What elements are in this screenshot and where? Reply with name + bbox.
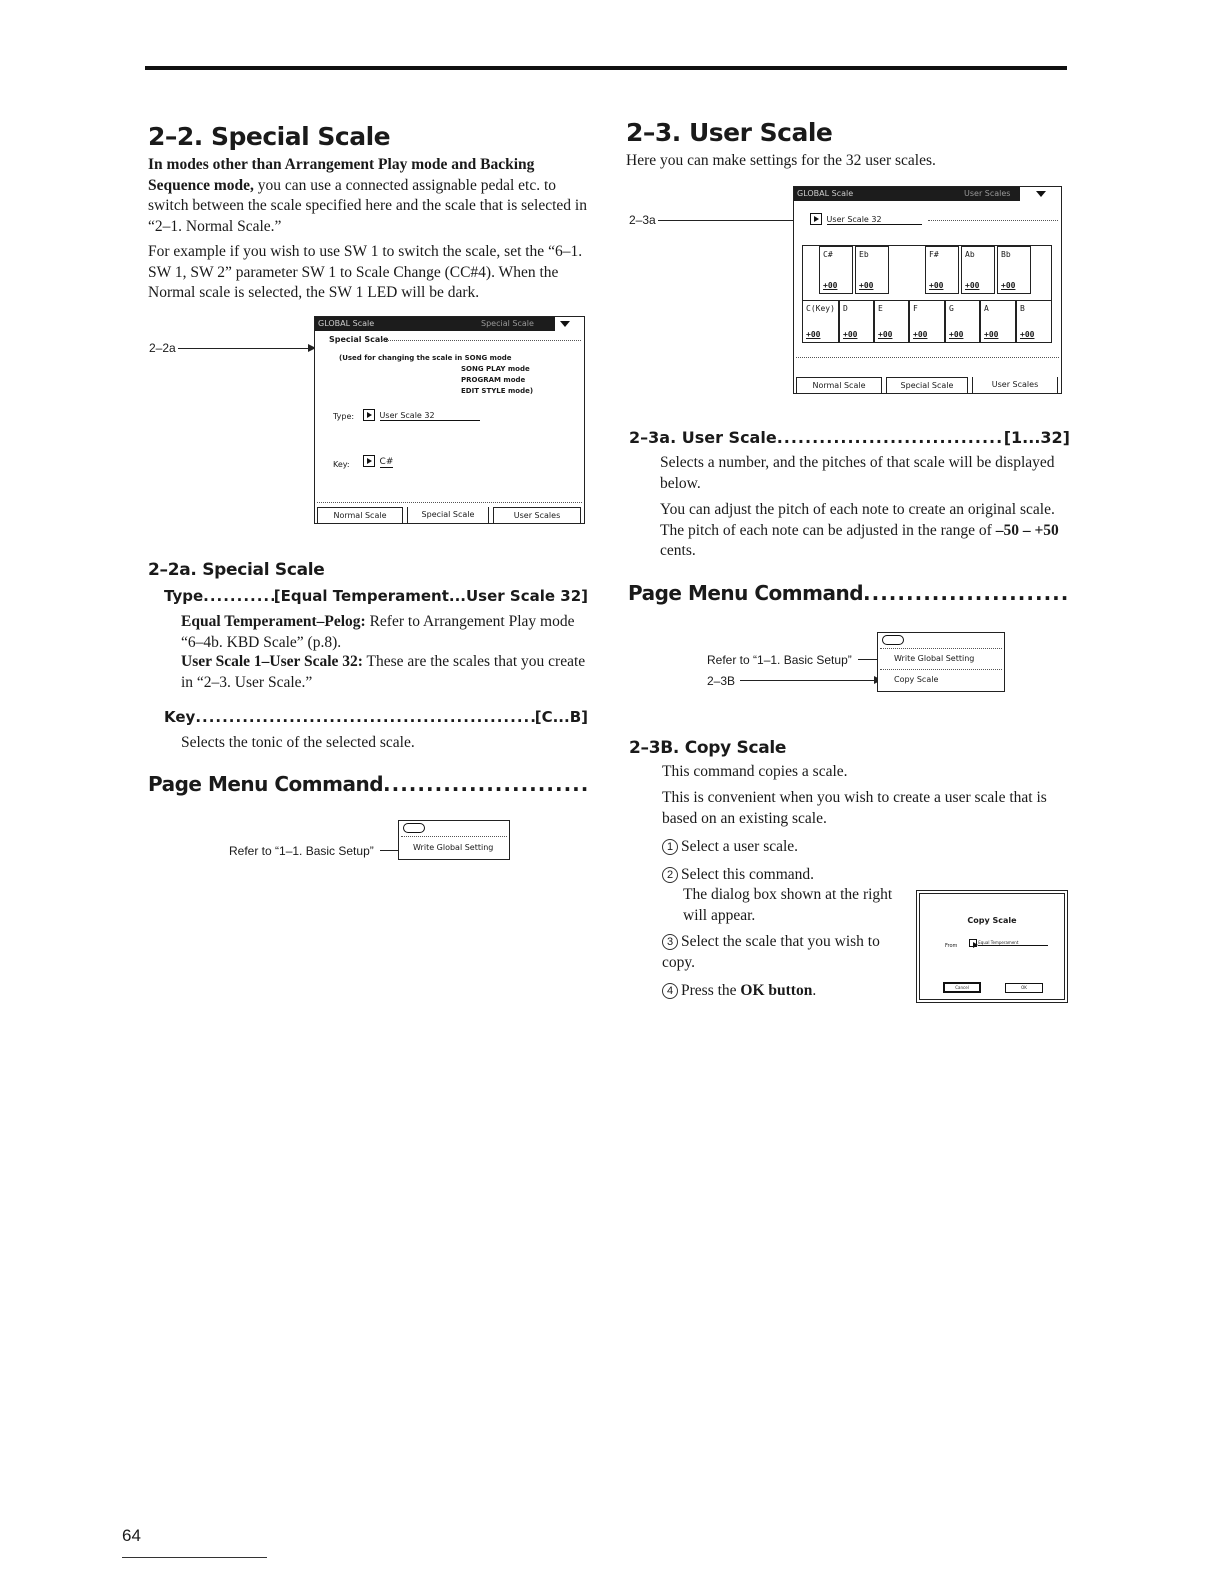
copy-desc-1: This command copies a scale. xyxy=(662,763,848,780)
section-heading-special-scale: 2–2. Special Scale xyxy=(148,122,391,151)
menu-ref-left: Refer to “1–1. Basic Setup” xyxy=(229,844,374,858)
keyboard-editor xyxy=(802,245,1052,343)
popup-arrow-icon xyxy=(363,455,375,467)
desc-2-post: cents. xyxy=(660,542,696,559)
key-value: +00 xyxy=(949,330,964,339)
intro-paragraph-1 xyxy=(148,155,588,237)
popup-arrow-icon xyxy=(363,409,375,421)
page-menu-heading-right xyxy=(628,581,1068,605)
key-value: +00 xyxy=(965,281,980,290)
tab-special-scale[interactable]: Special Scale xyxy=(407,507,489,523)
dialog-ok-button[interactable]: OK xyxy=(1005,983,1043,993)
key-e[interactable] xyxy=(874,300,909,343)
step-4-pre: Press the xyxy=(681,982,741,999)
menu-ref-line xyxy=(858,659,878,660)
lcd-page-name: Special Scale xyxy=(481,319,534,328)
page-number: 64 xyxy=(122,1526,141,1545)
user-scales-lcd xyxy=(793,186,1062,394)
lcd-tab-divider xyxy=(317,502,582,503)
key-a-flat[interactable] xyxy=(961,246,995,294)
step-4-post: . xyxy=(812,982,817,999)
key-label: Key: xyxy=(333,460,350,469)
lcd-note-2: SONG PLAY mode xyxy=(461,365,530,373)
key-b-flat[interactable] xyxy=(997,246,1031,294)
key-name: B xyxy=(1020,304,1025,313)
page-menu-icon[interactable] xyxy=(1036,191,1046,197)
key-name: C# xyxy=(823,250,833,259)
page-menu-box-left xyxy=(398,820,510,860)
step-2-text: Select this command. xyxy=(681,866,815,883)
popup-arrow-icon xyxy=(810,213,822,225)
menu-icon xyxy=(403,823,425,833)
dialog-from-popup[interactable] xyxy=(969,939,1048,947)
menu-ref-2-3b: 2–3B xyxy=(707,674,736,688)
key-f-sharp[interactable] xyxy=(925,246,959,294)
page-menu-icon[interactable] xyxy=(560,321,570,327)
special-scale-lcd xyxy=(314,316,585,524)
dialog-from-label: From xyxy=(945,943,958,949)
page-menu-title: Page Menu Command xyxy=(148,772,384,796)
lcd-title-bar xyxy=(315,317,555,331)
leader-dots xyxy=(383,772,588,796)
callout-2-3a: 2–3a xyxy=(629,213,656,227)
tab-normal-scale[interactable]: Normal Scale xyxy=(317,507,403,523)
key-f[interactable] xyxy=(909,300,945,343)
key-name: A xyxy=(984,304,989,313)
type-desc-2 xyxy=(181,652,591,693)
page-menu-heading-left xyxy=(148,772,588,796)
key-value: +00 xyxy=(1020,330,1035,339)
page-menu-box-right xyxy=(877,632,1005,692)
tab-special-scale[interactable]: Special Scale xyxy=(886,377,968,393)
type-value: User Scale 32 xyxy=(380,411,480,421)
key-name: D xyxy=(843,304,848,313)
menu-rule xyxy=(880,648,1002,649)
type-desc-1-bold: Equal Temperament–Pelog: xyxy=(181,613,366,630)
step-1-text: Select a user scale. xyxy=(681,838,799,855)
tab-user-scales[interactable]: User Scales xyxy=(972,377,1058,393)
key-value: +00 xyxy=(843,330,858,339)
copy-desc-2: This is convenient when you wish to create a user scale that is based on an existing scale. xyxy=(662,789,1047,827)
key-value: +00 xyxy=(929,281,944,290)
user-scale-param-range: [1...32] xyxy=(1003,428,1070,447)
dialog-from-value: Equal Temperament xyxy=(978,940,1048,946)
step-3-text: Select the scale that you wish to copy. xyxy=(662,933,880,971)
user-scale-param-name: 2–3a. User Scale xyxy=(629,428,777,447)
step-2-detail: The dialog box shown at the right will appear. xyxy=(683,886,893,924)
desc-2-pre: You can adjust the pitch of each note to create an original scale. The pitch of each note can be adjusted in the range of xyxy=(660,501,1055,539)
copy-scale-dialog xyxy=(916,890,1068,1003)
key-desc: Selects the tonic of the selected scale. xyxy=(181,734,415,751)
leader-dots xyxy=(203,587,274,605)
menu-ref-line xyxy=(380,850,400,851)
tab-user-scales[interactable]: User Scales xyxy=(493,507,581,523)
lcd-dotted-rule xyxy=(381,340,581,341)
dialog-title: Copy Scale xyxy=(967,916,1017,925)
key-param-range: [C...B] xyxy=(534,708,588,726)
menu-ref-2-3b-line xyxy=(740,680,876,681)
dialog-cancel-button[interactable]: Cancel xyxy=(943,982,981,993)
key-param-name: Key xyxy=(164,708,196,726)
section-heading-user-scale: 2–3. User Scale xyxy=(626,118,833,147)
key-value: +00 xyxy=(806,330,821,339)
intro-rest: you can use a connected assignable pedal etc. to switch between the scale specified here and the scale that is selected in “2–1. Normal Scale.” xyxy=(148,176,587,235)
lcd-page-name: User Scales xyxy=(964,189,1011,198)
step-2 xyxy=(662,865,814,886)
key-name: Ab xyxy=(965,250,975,259)
type-desc-2-text: These are the scales that you create in “2–3. User Scale.” xyxy=(181,653,586,691)
lcd-note-4: EDIT STYLE mode) xyxy=(461,387,534,395)
key-e-flat[interactable] xyxy=(855,246,889,294)
key-d[interactable] xyxy=(839,300,874,343)
leader-dots xyxy=(863,581,1068,605)
subheading-2-3b: 2–3B. Copy Scale xyxy=(629,738,787,758)
menu-ref-right: Refer to “1–1. Basic Setup” xyxy=(707,653,852,667)
user-scale-param-row xyxy=(629,428,1070,447)
type-param-row xyxy=(164,587,588,605)
callout-line-right xyxy=(658,220,798,221)
user-scale-desc-2 xyxy=(660,500,1064,562)
top-rule xyxy=(145,66,1067,70)
menu-item-write-global-setting[interactable]: Write Global Setting xyxy=(894,654,975,663)
menu-item-write-global-setting[interactable]: Write Global Setting xyxy=(413,843,494,852)
lcd-title-bar xyxy=(794,187,1020,201)
type-param-name: Type xyxy=(164,587,204,605)
key-name: E xyxy=(878,304,883,313)
key-name: G xyxy=(949,304,954,313)
callout-line xyxy=(178,348,310,349)
tab-normal-scale[interactable]: Normal Scale xyxy=(796,377,882,393)
leader-dots xyxy=(777,428,1004,447)
user-scale-value: User Scale 32 xyxy=(827,215,922,225)
lcd-note-3: PROGRAM mode xyxy=(461,376,526,384)
type-desc-2-bold: User Scale 1–User Scale 32: xyxy=(181,653,363,670)
lcd-dotted-rule xyxy=(928,220,1058,221)
key-a[interactable] xyxy=(980,300,1016,343)
type-desc-1-text: Refer to Arrangement Play mode “6–4b. KBD Scale” (p.8). xyxy=(181,613,575,651)
type-popup[interactable] xyxy=(363,409,480,421)
type-param-range: [Equal Temperament...User Scale 32] xyxy=(273,587,588,605)
leader-dots xyxy=(195,708,534,726)
key-b[interactable] xyxy=(1016,300,1051,343)
intro-bold: In modes other than Arrangement Play mode and Backing Sequence mode, xyxy=(148,156,535,194)
key-param-row xyxy=(164,708,588,726)
lcd-title: GLOBAL Scale xyxy=(318,319,375,328)
callout-2-2a: 2–2a xyxy=(149,341,176,355)
key-g[interactable] xyxy=(945,300,980,343)
user-scale-popup[interactable] xyxy=(810,213,922,225)
lcd-title: GLOBAL Scale xyxy=(797,189,854,198)
bottom-rule xyxy=(122,1557,267,1558)
key-value: +00 xyxy=(913,330,928,339)
intro-paragraph-2: For example if you wish to use SW 1 to switch the scale, set the “6–1. SW 1, SW 2” parameter SW 1 to Scale Change (CC#4). When the Normal scale is selected, the SW 1 LED will be dark. xyxy=(148,243,583,301)
key-value: +00 xyxy=(823,281,838,290)
lcd-section-label: Special Scale xyxy=(329,335,389,344)
menu-icon xyxy=(882,635,904,645)
menu-rule xyxy=(880,669,1002,670)
key-name: Eb xyxy=(859,250,869,259)
key-c-sharp[interactable] xyxy=(819,246,853,294)
key-value: C# xyxy=(379,456,394,467)
page-menu-title: Page Menu Command xyxy=(628,581,864,605)
step-3 xyxy=(662,932,907,973)
key-value: +00 xyxy=(878,330,893,339)
step-number-1: 1 xyxy=(662,839,678,855)
key-name: F xyxy=(913,304,918,313)
lcd-tab-divider xyxy=(796,357,1059,358)
user-scale-intro: Here you can make settings for the 32 user scales. xyxy=(626,152,936,169)
type-label: Type: xyxy=(333,412,355,421)
user-scale-desc-1: Selects a number, and the pitches of that scale will be displayed below. xyxy=(660,454,1055,492)
key-value: +00 xyxy=(859,281,874,290)
step-1 xyxy=(662,837,798,858)
key-c[interactable] xyxy=(803,300,839,343)
key-popup[interactable] xyxy=(363,455,393,468)
menu-item-copy-scale[interactable]: Copy Scale xyxy=(894,675,939,684)
key-name: Bb xyxy=(1001,250,1011,259)
step-number-4: 4 xyxy=(662,983,678,999)
step-4-bold: OK button xyxy=(740,982,813,999)
key-value: +00 xyxy=(1001,281,1016,290)
key-name: F# xyxy=(929,250,939,259)
menu-rule xyxy=(401,836,507,837)
step-number-3: 3 xyxy=(662,934,678,950)
step-4 xyxy=(662,981,816,1002)
type-desc-1 xyxy=(181,612,591,653)
popup-arrow-icon xyxy=(969,939,977,947)
lcd-note-1: (Used for changing the scale in SONG mode xyxy=(339,354,512,362)
subheading-2-2a: 2–2a. Special Scale xyxy=(148,560,325,580)
step-number-2: 2 xyxy=(662,867,678,883)
desc-2-range: –50 – +50 xyxy=(995,521,1059,539)
key-value: +00 xyxy=(984,330,999,339)
key-name: C(Key) xyxy=(806,304,835,313)
